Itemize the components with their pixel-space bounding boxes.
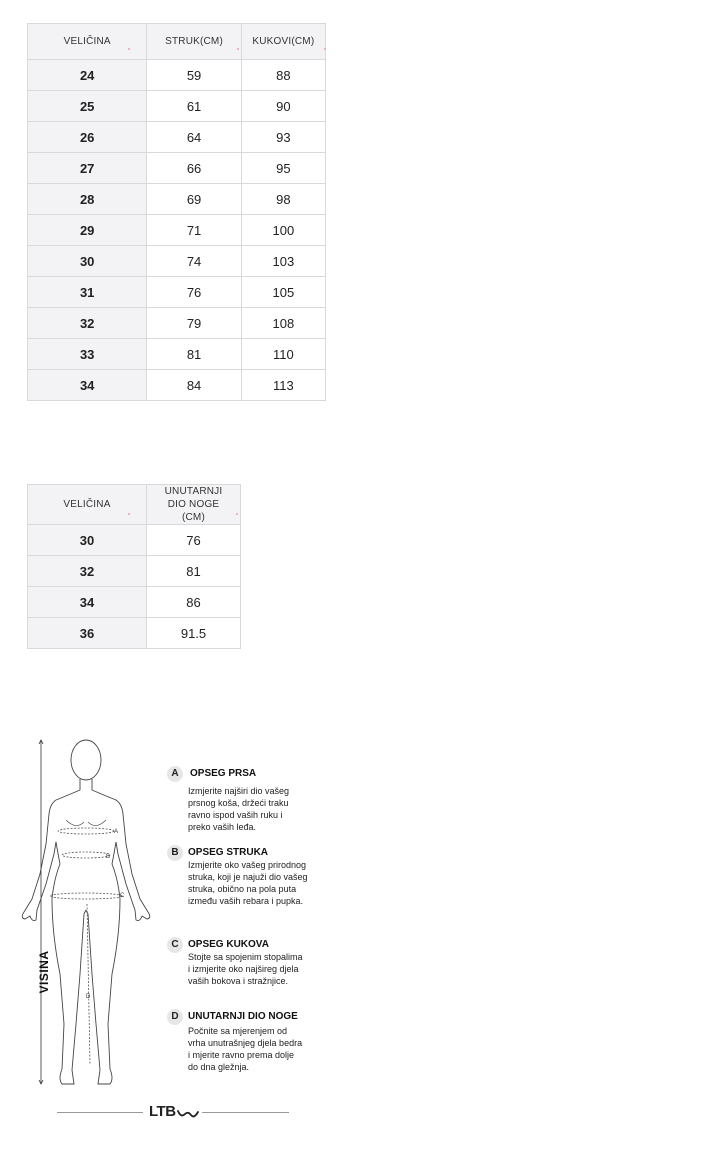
value-cell: 59 — [147, 60, 241, 91]
table-row — [28, 587, 241, 618]
logo-text: LTB — [149, 1103, 176, 1120]
value-cell: 100 — [241, 215, 325, 246]
header-size: VELIČINA — [28, 485, 147, 525]
value-cell: 74 — [147, 246, 241, 277]
inseam-size-table — [27, 484, 241, 649]
size-cell: 27 — [28, 153, 147, 184]
table-row — [28, 308, 326, 339]
size-cell: 31 — [28, 277, 147, 308]
table-row — [28, 122, 326, 153]
value-cell: 93 — [241, 122, 325, 153]
divider-right — [202, 1112, 289, 1113]
table-row — [28, 556, 241, 587]
guide-text: Počnite sa mjerenjem od vrha unutrašnjeg djela bedra i mjerite ravno prema dolje do dna gležnja. — [188, 1026, 303, 1072]
marker-a: A — [114, 829, 119, 835]
guide-text: Stojte sa spojenim stopalima i izmjerite oko najšireg djela vaših bokova i stražnjice. — [188, 952, 303, 986]
guide-title: UNUTARNJI DIO NOGE — [188, 1011, 298, 1022]
marker-c: C — [120, 893, 125, 899]
size-cell: 26 — [28, 122, 147, 153]
header-waist: STRUK(CM) — [147, 24, 241, 60]
height-label: VISINA — [37, 950, 51, 994]
guide-item-a — [167, 766, 337, 836]
divider-left — [57, 1112, 143, 1113]
size-cell: 25 — [28, 91, 147, 122]
value-cell: 79 — [147, 308, 241, 339]
value-cell: 98 — [241, 184, 325, 215]
value-cell: 76 — [147, 277, 241, 308]
table-row — [28, 339, 326, 370]
table-row — [28, 370, 326, 401]
logo-wave-icon — [177, 1108, 199, 1120]
table-row — [28, 215, 326, 246]
value-cell: 103 — [241, 246, 325, 277]
value-cell: 105 — [241, 277, 325, 308]
value-cell: 110 — [241, 339, 325, 370]
value-cell: 64 — [147, 122, 241, 153]
badge-c: C — [167, 937, 183, 953]
value-cell: 66 — [147, 153, 241, 184]
header-hips: KUKOVI(CM) — [241, 24, 325, 60]
table-row — [28, 153, 326, 184]
size-cell: 29 — [28, 215, 147, 246]
marker-b: B — [106, 854, 111, 860]
size-cell: 32 — [28, 556, 147, 587]
value-cell: 81 — [147, 339, 241, 370]
badge-d: D — [167, 1009, 183, 1025]
value-cell: 81 — [147, 556, 241, 587]
value-cell: 95 — [241, 153, 325, 184]
body-measurement-figure — [10, 734, 160, 1090]
size-cell: 32 — [28, 308, 147, 339]
table-row — [28, 60, 326, 91]
table-row — [28, 184, 326, 215]
guide-title: OPSEG PRSA — [190, 768, 257, 779]
value-cell: 86 — [147, 587, 241, 618]
guide-item-c — [167, 937, 337, 997]
size-cell: 34 — [28, 587, 147, 618]
table-row — [28, 277, 326, 308]
brand-logo — [57, 1100, 289, 1124]
value-cell: 71 — [147, 215, 241, 246]
guide-title: OPSEG STRUKA — [188, 847, 269, 858]
guide-text: Izmjerite najširi dio vašeg prsnog koša, držeći traku ravno ispod vaših ruku i preko vaših leđa. — [188, 786, 290, 832]
header-size: VELIČINA — [28, 24, 147, 60]
value-cell: 108 — [241, 308, 325, 339]
guide-item-d — [167, 1009, 337, 1079]
badge-a: A — [167, 766, 183, 782]
waist-hip-size-table — [27, 23, 326, 401]
value-cell: 91.5 — [147, 618, 241, 649]
table-header-row — [28, 24, 326, 60]
guide-item-b — [167, 845, 337, 915]
badge-b: B — [167, 845, 183, 861]
header-inseam: UNUTARNJI DIO NOGE (CM) — [147, 485, 241, 525]
guide-title: OPSEG KUKOVA — [188, 939, 269, 950]
table-header-row — [28, 485, 241, 525]
value-cell: 61 — [147, 91, 241, 122]
size-cell: 33 — [28, 339, 147, 370]
table-row — [28, 91, 326, 122]
marker-d: D — [86, 994, 91, 1000]
size-cell: 36 — [28, 618, 147, 649]
value-cell: 88 — [241, 60, 325, 91]
value-cell: 69 — [147, 184, 241, 215]
table-row — [28, 618, 241, 649]
size-cell: 30 — [28, 246, 147, 277]
table-row — [28, 525, 241, 556]
value-cell: 76 — [147, 525, 241, 556]
value-cell: 90 — [241, 91, 325, 122]
table-row — [28, 246, 326, 277]
size-cell: 24 — [28, 60, 147, 91]
size-cell: 28 — [28, 184, 147, 215]
value-cell: 84 — [147, 370, 241, 401]
size-cell: 30 — [28, 525, 147, 556]
value-cell: 113 — [241, 370, 325, 401]
height-arrow — [39, 740, 43, 1084]
size-cell: 34 — [28, 370, 147, 401]
guide-text: Izmjerite oko vašeg prirodnog struka, koji je najuži dio vašeg struka, obično na pola puta između vaših rebara i pupka. — [188, 860, 308, 906]
